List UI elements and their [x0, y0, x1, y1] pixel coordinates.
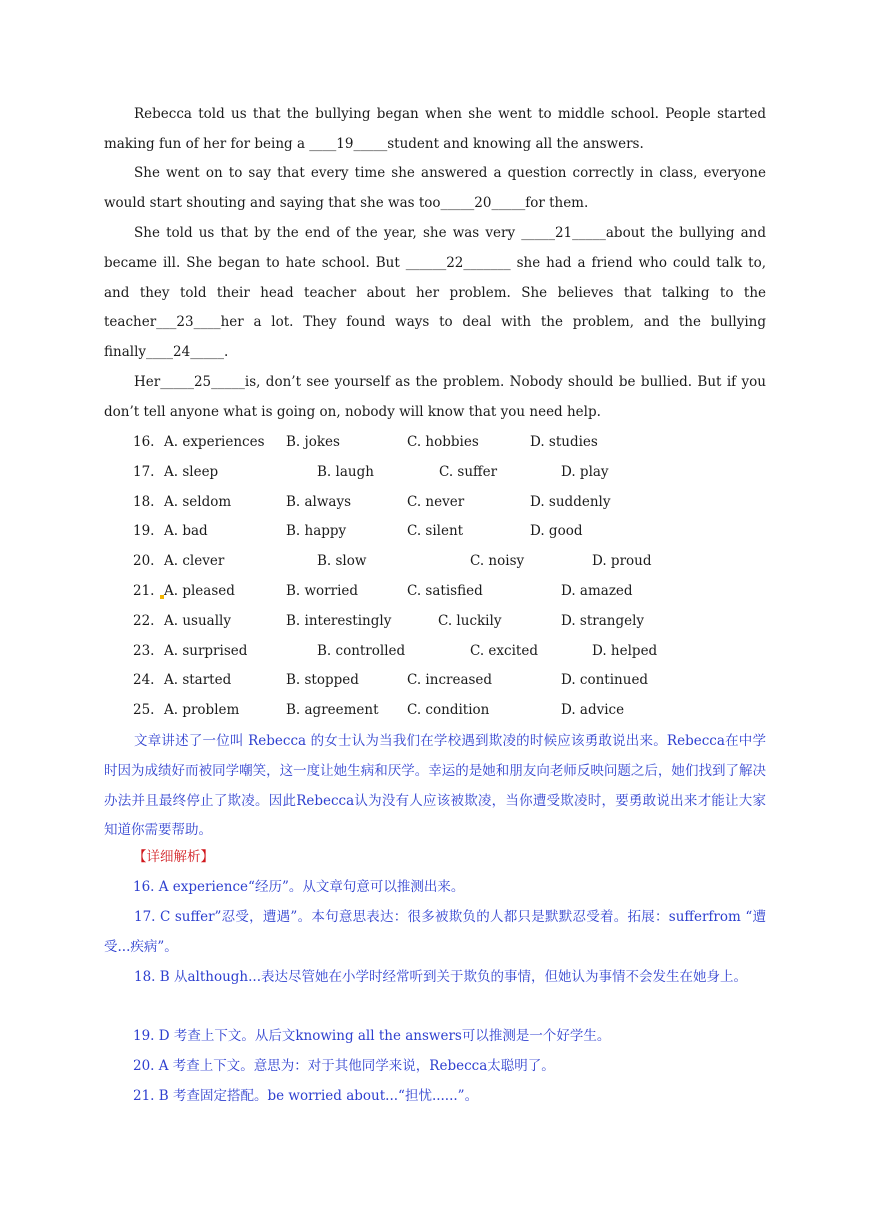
option-row-20 — [133, 547, 773, 577]
option-c: C. excited — [470, 642, 538, 659]
question-number: 25. — [133, 702, 155, 719]
option-b: B. stopped — [286, 672, 359, 689]
option-a: A. experiences — [164, 434, 265, 450]
option-row-17 — [133, 458, 773, 488]
option-a: A. sleep — [164, 463, 219, 480]
option-a: A. problem — [164, 702, 240, 719]
question-number: 18. — [133, 493, 155, 510]
analysis-item-16: 16. A experience“经历”。从文章句意可以推测出来。 — [133, 879, 465, 895]
option-d: D. advice — [561, 702, 625, 719]
option-b: B. laugh — [317, 463, 374, 480]
question-number: 16. — [133, 434, 155, 450]
option-d: D. strangely — [561, 612, 645, 629]
option-b: B. slow — [317, 553, 367, 570]
option-a: A. bad — [164, 523, 208, 540]
option-row-25 — [133, 696, 773, 726]
option-b: B. happy — [286, 523, 347, 540]
option-a: A. started — [164, 672, 232, 689]
option-b: B. controlled — [317, 642, 406, 659]
option-d: D. continued — [561, 672, 649, 689]
option-b: B. interestingly — [286, 612, 392, 629]
option-d: D. amazed — [561, 583, 633, 599]
option-b: B. always — [286, 493, 352, 510]
question-number: 17. — [133, 463, 155, 480]
option-c: C. satisfied — [407, 583, 483, 599]
passage-paragraph-4: Her_____25_____is, don’t see yourself as the problem. Nobody should be bullied. But if you don’t tell anyone what is going on, nobody will know that you need help. — [104, 374, 766, 420]
analysis-item-17: 17. C suffer”忍受，遭遇”。本句意思表达：很多被欺负的人都只是默默忍受着。拓展：sufferfrom “遭受...疾病”。 — [104, 909, 766, 955]
option-row-24 — [133, 666, 773, 696]
analysis-item-18: 18. B 从although...表达尽管她在小学时经常听到关于欺负的事情，但她认为事情不会发生在她身上。 — [134, 969, 747, 985]
option-b: B. jokes — [286, 434, 340, 450]
option-a: A. clever — [164, 553, 225, 570]
passage-paragraph-2: She went on to say that every time she answered a question correctly in class, everyone would start shouting and saying that she was too_____20_____for them. — [104, 165, 766, 211]
option-c: C. suffer — [439, 463, 498, 480]
option-row-18 — [133, 488, 773, 518]
question-number: 23. — [133, 642, 155, 659]
passage-paragraph-1: Rebecca told us that the bullying began when she went to middle school. People started making fun of her for being a ____19_____student and knowing all the answers. — [104, 106, 766, 152]
option-b: B. worried — [286, 583, 359, 599]
option-c: C. silent — [407, 523, 464, 540]
analysis-item-19: 19. D 考查上下文。从后文knowing all the answers可以推测是一个好学生。 — [133, 1028, 611, 1044]
option-d: D. play — [561, 463, 609, 480]
option-d: D. suddenly — [530, 493, 611, 510]
option-row-22 — [133, 607, 773, 637]
option-c: C. never — [407, 493, 465, 510]
question-number: 24. — [133, 672, 155, 689]
question-number: 19. — [133, 523, 155, 540]
option-a: A. usually — [164, 612, 231, 629]
option-b: B. agreement — [286, 702, 379, 719]
analysis-item-20: 20. A 考查上下文。意思为：对于其他同学来说，Rebecca太聪明了。 — [133, 1058, 555, 1074]
option-row-21 — [133, 577, 773, 607]
summary-paragraph: 文章讲述了一位叫 Rebecca 的女士认为当我们在学校遇到欺凌的时候应该勇敢说出来。Rebecca在中学时因为成绩好而被同学嘲笑，这一度让她生病和厌学。幸运的是她和朋友向老师反映问题之后，她们找到了解决办法并且最终停止了欺凌。因此Rebecca认为没有人应该被欺凌，当你遭受欺凌时，要勇敢说出来才能让大家知道你需要帮助。 — [104, 733, 766, 839]
option-d: D. studies — [530, 434, 598, 450]
option-c: C. increased — [407, 672, 493, 689]
question-number: 21. — [133, 583, 155, 599]
option-row-23 — [133, 637, 773, 667]
option-c: C. luckily — [438, 612, 502, 629]
option-d: D. proud — [592, 553, 652, 570]
option-d: D. good — [530, 523, 583, 540]
option-a: A. seldom — [164, 493, 232, 510]
option-row-19 — [133, 517, 773, 547]
analysis-heading: 【详细解析】 — [133, 849, 214, 865]
analysis-item-21: 21. B 考查固定搭配。be worried about...“担忧......”。 — [133, 1088, 479, 1104]
question-number: 20. — [133, 553, 155, 570]
option-a: A. pleased — [164, 583, 235, 599]
option-c: C. condition — [407, 702, 490, 719]
passage-paragraph-3: She told us that by the end of the year, she was very _____21_____about the bullying and became ill. She began to hate school. But ______22_______ she had a friend who could talk to, and they told their head teacher about her problem. She believes that talking to the teacher___23____her a lot. They found ways to deal with the problem, and the bullying finally____24_____. — [104, 225, 766, 361]
question-number: 22. — [133, 612, 155, 629]
option-c: C. noisy — [470, 553, 525, 570]
option-c: C. hobbies — [407, 434, 479, 450]
option-row-16 — [133, 428, 773, 458]
option-a: A. surprised — [164, 642, 248, 659]
option-d: D. helped — [592, 642, 658, 659]
